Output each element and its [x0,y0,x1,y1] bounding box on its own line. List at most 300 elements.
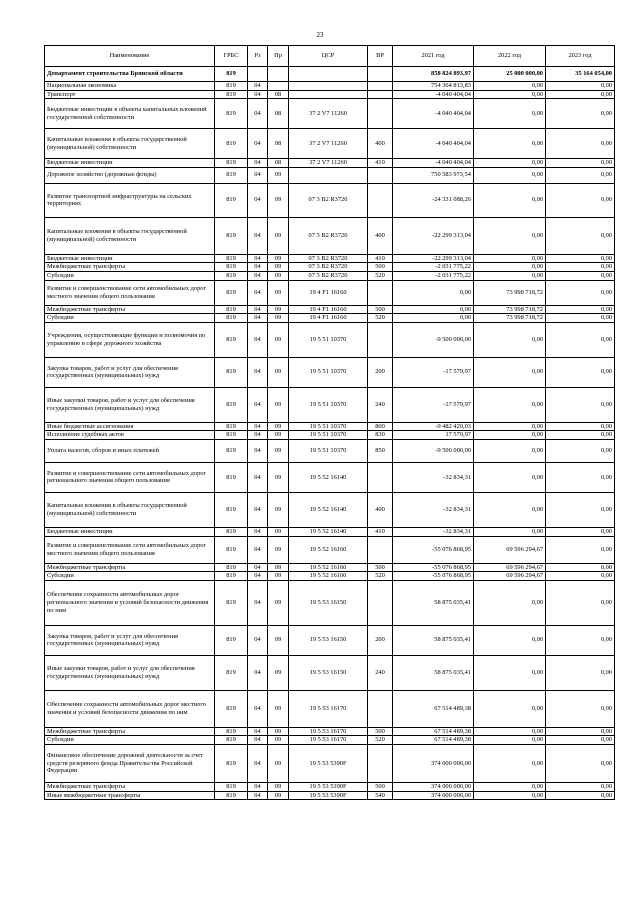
row-csr: 19 5 51 10370 [289,422,368,431]
table-row [45,422,615,431]
row-2021: 374 000 000,00 [393,782,474,791]
row-2023: 0,00 [546,387,615,422]
row-rz: 04 [248,254,268,263]
row-vr: 520 [368,736,393,745]
table-row [45,727,615,736]
row-grbs: 819 [215,625,248,655]
row-grbs: 819 [215,280,248,305]
row-2022: 0,00 [474,727,546,736]
table-row [45,439,615,462]
row-2022: 73 998 718,72 [474,314,546,323]
table-row [45,217,615,254]
row-name: Межбюджетные трансферты [45,305,215,314]
table-row [45,167,615,183]
row-2023: 0,00 [546,254,615,263]
table-row [45,782,615,791]
row-csr: 37 2 V7 11260 [289,129,368,159]
row-rz: 04 [248,99,268,129]
row-vr: 400 [368,492,393,527]
row-pr: 09 [268,492,289,527]
row-2022: 73 998 718,72 [474,280,546,305]
row-grbs: 819 [215,580,248,625]
table-row [45,271,615,280]
row-2023: 0,00 [546,563,615,572]
row-2023: 0,00 [546,439,615,462]
table-row [45,322,615,357]
row-2023: 0,00 [546,580,615,625]
row-2021: -9 500 000,00 [393,439,474,462]
row-grbs: 819 [215,492,248,527]
row-2023: 0,00 [546,431,615,440]
row-csr [289,167,368,183]
row-csr: 19 5 51 10370 [289,357,368,387]
row-vr: 520 [368,314,393,323]
row-grbs: 819 [215,387,248,422]
row-pr: 09 [268,439,289,462]
row-grbs: 819 [215,263,248,272]
row-vr: 500 [368,563,393,572]
row-name: Бюджетные инвестиции [45,254,215,263]
table-row [45,527,615,536]
col-header-name: Наименование [45,46,215,67]
row-2023: 0,00 [546,280,615,305]
row-2023: 0,00 [546,129,615,159]
row-pr: 08 [268,129,289,159]
col-header-2022: 2022 год [474,46,546,67]
row-vr [368,322,393,357]
row-2021: -2 031 775,22 [393,271,474,280]
row-grbs: 819 [215,322,248,357]
row-grbs: 819 [215,305,248,314]
row-vr: 240 [368,387,393,422]
row-pr: 09 [268,655,289,690]
table-row [45,580,615,625]
row-pr [268,82,289,91]
row-2021: -55 076 868,95 [393,563,474,572]
row-grbs: 819 [215,572,248,581]
table-row [45,387,615,422]
row-2022: 0,00 [474,254,546,263]
row-2021: -55 076 868,95 [393,572,474,581]
row-name: Капитальные вложения в объекты государственной (муниципальной) собственности [45,492,215,527]
row-rz: 04 [248,387,268,422]
row-2021: 58 875 035,41 [393,580,474,625]
row-2021: -9 500 000,00 [393,322,474,357]
row-vr: 410 [368,254,393,263]
row-csr: 19 5 51 10370 [289,387,368,422]
row-rz: 04 [248,263,268,272]
row-2021: 67 514 489,38 [393,690,474,727]
row-pr: 09 [268,322,289,357]
row-name: Межбюджетные трансферты [45,782,215,791]
row-2022: 0,00 [474,655,546,690]
row-name: Транспорт [45,90,215,99]
col-header-2023: 2023 год [546,46,615,67]
row-vr: 500 [368,263,393,272]
row-2022: 0,00 [474,183,546,217]
table-row [45,572,615,581]
row-csr: 37 2 V7 11260 [289,159,368,168]
row-csr: 19 5 53 16150 [289,655,368,690]
row-pr: 09 [268,782,289,791]
row-2022: 0,00 [474,99,546,129]
row-name: Иные закупки товаров, работ и услуг для обеспечения государственных (муниципальных) нужд [45,655,215,690]
row-grbs: 819 [215,159,248,168]
row-2023: 0,00 [546,536,615,563]
row-2022: 0,00 [474,744,546,782]
row-csr: 19 4 F1 16160 [289,305,368,314]
row-2021: -17 579,97 [393,357,474,387]
row-csr: 07 3 B2 R3720 [289,183,368,217]
row-2023: 0,00 [546,217,615,254]
row-csr: 19 5 53 16170 [289,727,368,736]
row-2022: 0,00 [474,82,546,91]
row-vr: 500 [368,305,393,314]
row-2023: 0,00 [546,527,615,536]
row-2021: -55 076 868,95 [393,536,474,563]
row-2021: 374 000 000,00 [393,791,474,800]
row-rz: 04 [248,431,268,440]
row-name: Департамент строительства Брянской области [45,67,215,82]
row-name: Закупка товаров, работ и услуг для обеспечения государственных (муниципальных) нужд [45,357,215,387]
row-2023: 0,00 [546,655,615,690]
row-pr: 09 [268,314,289,323]
table-header-row [45,46,615,67]
row-grbs: 819 [215,536,248,563]
row-2023: 0,00 [546,572,615,581]
row-csr: 07 3 B2 R3720 [289,263,368,272]
row-pr [268,67,289,82]
row-rz: 04 [248,280,268,305]
row-grbs: 819 [215,82,248,91]
row-2023: 0,00 [546,271,615,280]
row-pr: 09 [268,183,289,217]
row-csr: 19 5 51 10370 [289,439,368,462]
row-vr: 520 [368,572,393,581]
row-rz: 04 [248,305,268,314]
row-2022: 0,00 [474,782,546,791]
row-2021: -2 031 775,22 [393,263,474,272]
row-2023: 0,00 [546,357,615,387]
row-name: Обеспечение сохранности автомобильных дорог местного значения и условий безопасности движения по ним [45,690,215,727]
row-2021: 17 579,97 [393,431,474,440]
row-2021: 374 000 000,00 [393,744,474,782]
table-row [45,280,615,305]
row-name: Межбюджетные трансферты [45,563,215,572]
row-vr [368,690,393,727]
row-pr: 09 [268,536,289,563]
row-name: Национальная экономика [45,82,215,91]
row-2021: 858 824 893,97 [393,67,474,82]
row-grbs: 819 [215,655,248,690]
row-pr: 09 [268,572,289,581]
row-2022: 0,00 [474,271,546,280]
row-rz: 04 [248,314,268,323]
row-csr: 37 2 V7 11260 [289,99,368,129]
row-2023: 0,00 [546,263,615,272]
row-2022: 0,00 [474,422,546,431]
col-header-rz: Рз [248,46,268,67]
row-rz: 04 [248,655,268,690]
row-csr: 19 5 52 16140 [289,527,368,536]
row-pr: 09 [268,527,289,536]
row-rz: 04 [248,82,268,91]
row-rz: 04 [248,563,268,572]
row-vr: 540 [368,791,393,800]
col-header-2021: 2021 год [393,46,474,67]
row-name: Межбюджетные трансферты [45,263,215,272]
row-pr: 09 [268,690,289,727]
row-2022: 25 000 000,00 [474,67,546,82]
col-header-pr: Пр [268,46,289,67]
row-vr: 850 [368,439,393,462]
row-csr: 19 5 53 16150 [289,580,368,625]
row-rz: 04 [248,744,268,782]
row-grbs: 819 [215,782,248,791]
row-grbs: 819 [215,254,248,263]
row-rz: 04 [248,572,268,581]
row-vr [368,99,393,129]
row-2021: -4 040 404,04 [393,90,474,99]
row-grbs: 819 [215,183,248,217]
row-grbs: 819 [215,462,248,492]
row-2023: 0,00 [546,305,615,314]
row-2021: -9 482 420,03 [393,422,474,431]
table-row [45,431,615,440]
row-name: Капитальные вложения в объекты государственной (муниципальной) собственности [45,129,215,159]
row-pr: 09 [268,744,289,782]
row-rz: 04 [248,782,268,791]
row-2022: 73 998 718,72 [474,305,546,314]
row-2021: -32 834,31 [393,462,474,492]
row-csr: 19 4 F1 16160 [289,314,368,323]
row-name: Учреждения, осуществляющие функции и полномочия по управлению в сфере дорожного хозяйства [45,322,215,357]
row-name: Развитие и совершенствование сети автомобильных дорог регионального значения общего пользования [45,462,215,492]
table-row [45,263,615,272]
row-2021: 754 364 813,83 [393,82,474,91]
row-vr [368,90,393,99]
row-rz: 04 [248,625,268,655]
row-2022: 0,00 [474,439,546,462]
table-row [45,90,615,99]
row-rz: 04 [248,422,268,431]
row-2022: 0,00 [474,690,546,727]
row-name: Бюджетные инвестиции [45,527,215,536]
row-pr: 08 [268,99,289,129]
row-name: Развитие и совершенствование сети автомобильных дорог местного значения общего пользования [45,280,215,305]
row-2021: 750 583 973,54 [393,167,474,183]
row-2021: -4 040 404,04 [393,129,474,159]
row-name: Иные бюджетные ассигнования [45,422,215,431]
row-name: Развитие транспортной инфраструктуры на сельских территориях [45,183,215,217]
row-2022: 0,00 [474,357,546,387]
page-number: 23 [316,31,324,39]
row-2022: 0,00 [474,90,546,99]
row-rz: 04 [248,727,268,736]
col-header-csr: ЦСР [289,46,368,67]
row-2022: 0,00 [474,736,546,745]
table-row [45,314,615,323]
row-2023: 0,00 [546,782,615,791]
row-rz: 04 [248,90,268,99]
row-grbs: 819 [215,422,248,431]
table-row [45,791,615,800]
row-pr: 09 [268,431,289,440]
row-name: Дорожное хозяйство (дорожные фонды) [45,167,215,183]
row-2023: 0,00 [546,736,615,745]
row-2021: 67 514 489,38 [393,727,474,736]
row-2022: 69 596 294,67 [474,536,546,563]
row-vr [368,536,393,563]
row-name: Исполнение судебных актов [45,431,215,440]
row-2023: 0,00 [546,727,615,736]
row-pr: 09 [268,563,289,572]
row-pr: 09 [268,280,289,305]
row-name: Субсидии [45,271,215,280]
row-2023: 0,00 [546,90,615,99]
row-2023: 0,00 [546,625,615,655]
row-2022: 0,00 [474,159,546,168]
row-csr [289,90,368,99]
row-2022: 0,00 [474,322,546,357]
row-grbs: 819 [215,99,248,129]
row-pr: 09 [268,254,289,263]
row-2023: 0,00 [546,690,615,727]
row-csr: 07 3 B2 R3720 [289,217,368,254]
row-vr: 500 [368,727,393,736]
row-csr: 19 5 51 10370 [289,431,368,440]
row-2022: 0,00 [474,217,546,254]
row-vr [368,67,393,82]
row-grbs: 819 [215,439,248,462]
row-rz: 04 [248,357,268,387]
row-2023: 0,00 [546,492,615,527]
row-name: Субсидии [45,314,215,323]
row-2022: 0,00 [474,129,546,159]
row-csr [289,67,368,82]
row-pr: 09 [268,791,289,800]
row-vr: 400 [368,129,393,159]
row-2021: -22 299 313,04 [393,254,474,263]
row-rz: 04 [248,159,268,168]
row-vr: 410 [368,159,393,168]
row-2022: 0,00 [474,462,546,492]
table-row [45,82,615,91]
table-row [45,625,615,655]
row-2023: 0,00 [546,167,615,183]
row-csr: 19 5 53 16150 [289,625,368,655]
row-2023: 0,00 [546,791,615,800]
row-vr: 200 [368,625,393,655]
row-2021: 0,00 [393,314,474,323]
row-vr [368,744,393,782]
row-2023: 0,00 [546,314,615,323]
row-rz: 04 [248,271,268,280]
table-row [45,536,615,563]
row-2022: 0,00 [474,431,546,440]
row-csr: 19 5 53 16170 [289,690,368,727]
row-vr [368,183,393,217]
table-row [45,183,615,217]
row-vr: 830 [368,431,393,440]
row-grbs: 819 [215,167,248,183]
row-pr: 09 [268,167,289,183]
row-2021: 0,00 [393,280,474,305]
row-name: Иные межбюджетные трансферты [45,791,215,800]
row-csr: 19 5 52 16160 [289,536,368,563]
budget-table [44,45,615,800]
row-pr: 09 [268,263,289,272]
row-2021: -24 331 088,26 [393,183,474,217]
row-2022: 0,00 [474,167,546,183]
row-grbs: 819 [215,90,248,99]
row-2021: -32 834,31 [393,492,474,527]
row-grbs: 819 [215,314,248,323]
row-2023: 0,00 [546,82,615,91]
table-row [45,254,615,263]
row-vr [368,580,393,625]
row-name: Иные закупки товаров, работ и услуг для обеспечения государственных (муниципальных) нужд [45,387,215,422]
col-header-grbs: ГРБС [215,46,248,67]
row-pr: 09 [268,625,289,655]
row-name: Субсидии [45,572,215,581]
table-row [45,129,615,159]
row-name: Бюджетные инвестиции в объекты капитальных вложений государственной собственности [45,99,215,129]
row-vr: 410 [368,527,393,536]
row-2022: 69 596 294,67 [474,572,546,581]
row-2023: 35 164 054,00 [546,67,615,82]
row-rz: 04 [248,439,268,462]
col-header-vr: ВР [368,46,393,67]
row-2022: 0,00 [474,580,546,625]
row-pr: 08 [268,90,289,99]
row-rz: 04 [248,462,268,492]
table-row [45,744,615,782]
row-name: Уплата налогов, сборов и иных платежей [45,439,215,462]
row-pr: 09 [268,736,289,745]
row-2022: 0,00 [474,492,546,527]
row-2023: 0,00 [546,322,615,357]
row-2022: 0,00 [474,263,546,272]
row-2021: -32 834,31 [393,527,474,536]
row-grbs: 819 [215,527,248,536]
row-name: Закупка товаров, работ и услуг для обеспечения государственных (муниципальных) нужд [45,625,215,655]
table-row [45,462,615,492]
table-row [45,99,615,129]
row-csr: 19 5 52 16140 [289,492,368,527]
row-2023: 0,00 [546,744,615,782]
row-pr: 09 [268,580,289,625]
row-pr: 08 [268,159,289,168]
row-csr: 07 3 B2 R3720 [289,254,368,263]
row-csr: 19 4 F1 16160 [289,280,368,305]
table-row [45,690,615,727]
row-vr: 800 [368,422,393,431]
row-grbs: 819 [215,217,248,254]
row-csr: 19 5 53 5390F [289,744,368,782]
row-vr [368,82,393,91]
row-grbs: 819 [215,736,248,745]
row-rz: 04 [248,791,268,800]
row-2023: 0,00 [546,159,615,168]
row-2023: 0,00 [546,462,615,492]
row-name: Обеспечение сохранности автомобильных дорог регионального значения и условий безопасности движения по ним [45,580,215,625]
row-2021: 58 875 035,41 [393,655,474,690]
row-name: Капитальные вложения в объекты государственной (муниципальной) собственности [45,217,215,254]
row-rz: 04 [248,690,268,727]
row-2021: 0,00 [393,305,474,314]
row-csr: 19 5 53 16170 [289,736,368,745]
